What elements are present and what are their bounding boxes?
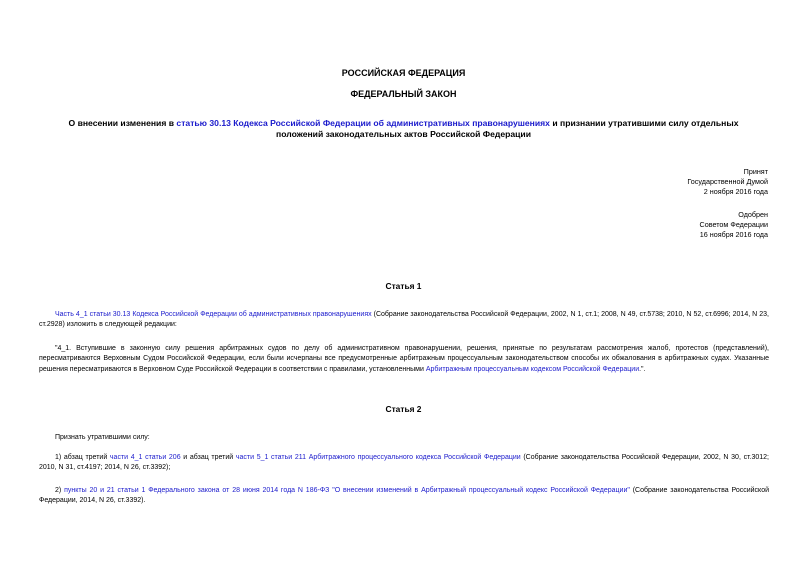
article-1-p1-text: (Собрание законодательства Российской Федерации, 2002, N 1, ст.1; 2008, N 49, ст.5738; 2010, N 52, ст.6996; 2014, N 23, ст.2928) изложить в следующей редакции: [39, 311, 769, 329]
article-1-paragraph-2 [39, 344, 769, 375]
document-title [55, 118, 752, 140]
accepted-block [687, 167, 768, 197]
approved-block [700, 210, 768, 240]
title-suffix: и признании утратившими силу отдельных положений законодательных актов Российской Федерации [276, 118, 739, 139]
item-1-link-206[interactable]: части 4_1 статьи 206 [109, 454, 181, 461]
country-heading: РОССИЙСКАЯ ФЕДЕРАЦИЯ [341, 68, 466, 78]
article-1-paragraph-1 [39, 310, 769, 331]
article-2-item-1 [39, 453, 769, 474]
item-1-text-b: и абзац третий [180, 454, 236, 461]
approved-line-1: Одобрен [738, 210, 768, 219]
article-1-p2-text: "4_1. Вступившие в законную силу решения арбитражных судов по делу об административном правонарушении, решения, принятые по результатам рассмотрения жалоб, протестов (представлений), пересматриваются Верховным Судом Российской Федерации, если были исчерпаны все предусмотренные арбитражным процессуальным законодательством способы их обжалования в арбитражных судах. Указанные решения пересматриваются в Верховном Суде Российской Федерации в соответствии с правилами, установленными [39, 345, 769, 373]
item-2-text-a: 2) [55, 487, 65, 494]
title-link[interactable]: статью 30.13 Кодекса Российской Федерации об административных правонарушениях [176, 118, 550, 128]
article-1-heading: Статья 1 [385, 281, 422, 291]
article-2-item-2 [39, 486, 769, 507]
item-1-text-c: (Собрание законодательства Российской Федерации, 2002, N 30, ст.3012; 2010, N 31, ст.4197; 2014, N 26, ст.3392); [39, 454, 769, 472]
accepted-line-2: Государственной Думой [687, 177, 768, 186]
article-2-heading: Статья 2 [385, 404, 422, 414]
doc-type-heading: ФЕДЕРАЛЬНЫЙ ЗАКОН [350, 89, 457, 99]
item-2-link[interactable]: пункты 20 и 21 статьи 1 Федерального закона от 28 июня 2014 года N 186-ФЗ "О внесении изменений в Арбитражный процессуальный кодекс Российской Федерации" [64, 487, 630, 494]
item-1-link-211[interactable]: части 5_1 статьи 211 Арбитражного процессуального кодекса Российской Федерации [235, 454, 521, 461]
approved-line-2: Советом Федерации [699, 220, 768, 229]
apk-link[interactable]: Арбитражным процессуальным кодексом Российской Федерации [425, 365, 640, 373]
item-2-text-b: (Собрание законодательства Российской Федерации, 2014, N 26, ст.3392). [39, 487, 769, 505]
accepted-line-1: Принят [743, 167, 768, 176]
article-1-p2-end: .". [639, 365, 646, 373]
article-2-intro: Признать утратившими силу: [55, 434, 150, 441]
title-prefix: О внесении изменения в [68, 118, 177, 128]
item-1-text-a: 1) абзац третий [55, 454, 110, 461]
approved-line-3: 16 ноября 2016 года [699, 230, 768, 239]
accepted-line-3: 2 ноября 2016 года [703, 187, 768, 196]
article-1-link[interactable]: Часть 4_1 статьи 30.13 Кодекса Российской Федерации об административных правонарушениях [55, 311, 372, 318]
